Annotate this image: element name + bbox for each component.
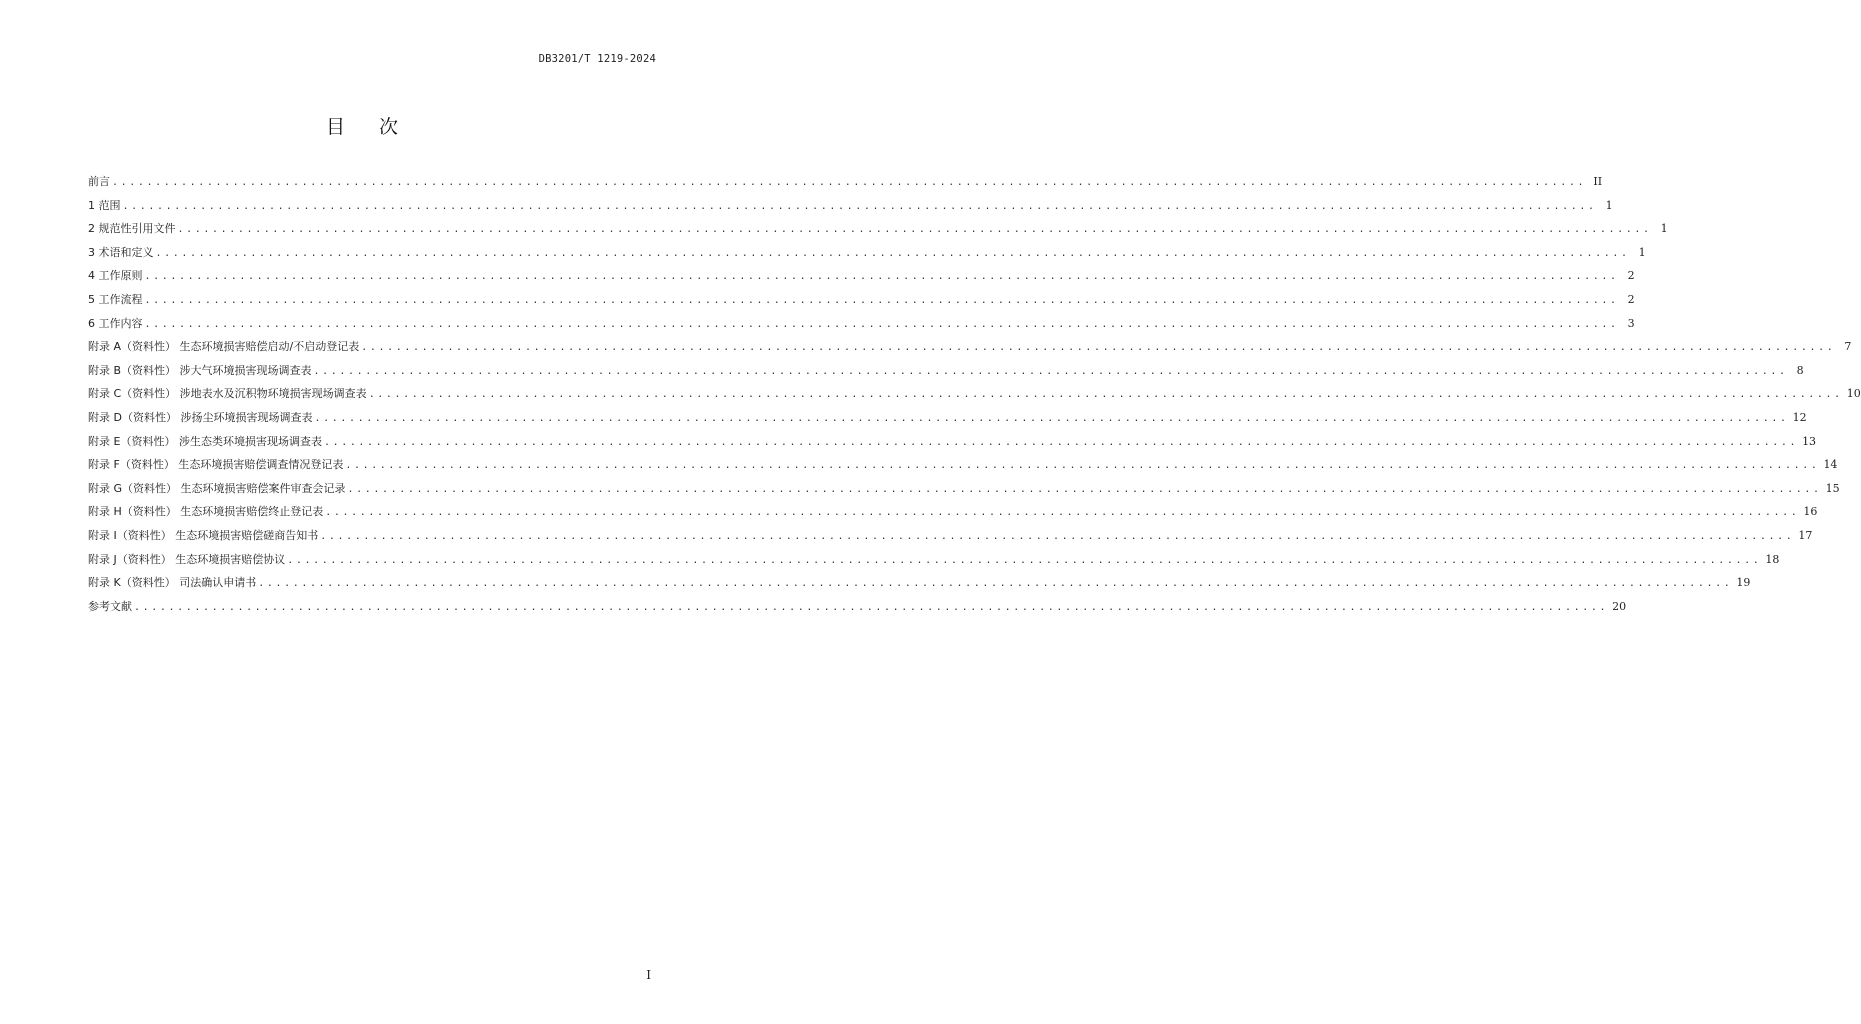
toc-leader-dots: ...........................................................................................................................................................................: [134, 601, 1609, 613]
toc-entry-page: 10: [1846, 387, 1861, 401]
toc-entry-normative-references[interactable]: [88, 217, 1668, 241]
toc-entry-page: 3: [1627, 316, 1635, 330]
toc-leader-dots: ...........................................................................................................................................................................: [368, 389, 1843, 401]
toc-leader-dots: ...........................................................................................................................................................................: [144, 294, 1619, 306]
toc-entry-appendix-b[interactable]: [88, 359, 1804, 383]
toc-entry-label: 参考文献: [88, 599, 132, 613]
toc-title: 目次: [325, 116, 432, 138]
toc-leader-dots: ...........................................................................................................................................................................: [122, 200, 1597, 212]
toc-entry-label: 附录 B（资料性） 涉大气环境损害现场调查表: [88, 363, 312, 377]
toc-entry-label: 4 工作原则: [88, 269, 143, 283]
toc-entry-appendix-a[interactable]: [88, 335, 1852, 359]
toc-entry-label: 附录 J（资料性） 生态环境损害赔偿协议: [88, 552, 286, 566]
toc-entry-label: 前言: [88, 175, 110, 188]
toc-entry-work-process[interactable]: [88, 288, 1635, 312]
toc-leader-dots: ...........................................................................................................................................................................: [320, 530, 1795, 542]
toc-entry-work-principles[interactable]: [88, 264, 1635, 288]
toc-entry-appendix-g[interactable]: [88, 477, 1840, 501]
toc-leader-dots: ...........................................................................................................................................................................: [313, 365, 1788, 377]
toc-entry-scope[interactable]: [88, 194, 1613, 218]
toc-leader-dots: ...........................................................................................................................................................................: [112, 177, 1587, 188]
toc-leader-dots: ...........................................................................................................................................................................: [287, 554, 1762, 566]
toc-entry-page: 12: [1792, 410, 1807, 424]
toc-leader-dots: ...........................................................................................................................................................................: [155, 247, 1630, 259]
toc-entry-appendix-k[interactable]: [88, 571, 1751, 595]
toc-entry-label: 附录 A（资料性） 生态环境损害赔偿启动/不启动登记表: [88, 340, 360, 354]
toc-entry-label: 1 范围: [88, 198, 121, 212]
toc-entry-label: 附录 H（资料性） 生态环境损害赔偿终止登记表: [88, 505, 324, 519]
toc-leader-dots: ...........................................................................................................................................................................: [314, 412, 1789, 424]
toc-leader-dots: ...........................................................................................................................................................................: [323, 436, 1799, 448]
toc-entry-label: 5 工作流程: [88, 292, 143, 306]
toc-entry-page: 18: [1765, 552, 1780, 566]
toc-entry-bibliography[interactable]: [88, 595, 1627, 619]
toc-entry-label: 2 规范性引用文件: [88, 222, 176, 236]
toc-leader-dots: ...........................................................................................................................................................................: [347, 483, 1822, 495]
toc-entry-terms-definitions[interactable]: [88, 241, 1646, 265]
toc-entry-label: 附录 G（资料性） 生态环境损害赔偿案件审查会记录: [88, 481, 346, 495]
toc-entry-work-content[interactable]: [88, 312, 1635, 336]
toc-entry-appendix-h[interactable]: [88, 500, 1818, 524]
toc-leader-dots: ...........................................................................................................................................................................: [345, 460, 1820, 472]
toc-entry-page: 1: [1638, 245, 1646, 259]
toc-entry-label: 附录 K（资料性） 司法确认申请书: [88, 576, 257, 590]
toc-entry-preface[interactable]: [88, 170, 1603, 194]
document-code: DB3201/T 1219-2024: [538, 53, 656, 65]
toc-entry-page: 1: [1660, 222, 1668, 236]
toc-leader-dots: ...........................................................................................................................................................................: [361, 342, 1836, 354]
toc-leader-dots: ...........................................................................................................................................................................: [258, 578, 1733, 590]
toc-entry-page: 1: [1605, 198, 1613, 212]
toc-entry-page: II: [1593, 175, 1603, 188]
toc-entry-page: 7: [1844, 340, 1852, 354]
page-number: I: [646, 968, 651, 982]
toc-entry-page: 13: [1802, 434, 1817, 448]
toc-entry-label: 3 术语和定义: [88, 245, 154, 259]
toc-entry-appendix-i[interactable]: [88, 524, 1813, 548]
toc-entry-label: 附录 F（资料性） 生态环境损害赔偿调查情况登记表: [88, 458, 344, 472]
toc-leader-dots: ...........................................................................................................................................................................: [144, 318, 1619, 330]
toc-entry-page: 2: [1627, 292, 1635, 306]
toc-entry-page: 19: [1736, 576, 1751, 590]
toc-entry-label: 附录 E（资料性） 涉生态类环境损害现场调查表: [88, 434, 322, 448]
toc-entry-label: 附录 C（资料性） 涉地表水及沉积物环境损害现场调查表: [88, 387, 367, 401]
toc-entry-page: 14: [1823, 458, 1838, 472]
toc-leader-dots: ...........................................................................................................................................................................: [177, 224, 1652, 236]
toc-entry-appendix-f[interactable]: [88, 453, 1838, 477]
toc-entry-page: 20: [1612, 599, 1627, 613]
table-of-contents: [88, 170, 1861, 618]
toc-entry-page: 16: [1803, 505, 1818, 519]
toc-entry-appendix-c[interactable]: [88, 382, 1861, 406]
toc-leader-dots: ...........................................................................................................................................................................: [144, 271, 1619, 283]
toc-leader-dots: ...........................................................................................................................................................................: [325, 507, 1800, 519]
toc-entry-label: 附录 I（资料性） 生态环境损害赔偿磋商告知书: [88, 528, 319, 542]
toc-entry-page: 8: [1796, 363, 1804, 377]
toc-entry-page: 17: [1798, 528, 1813, 542]
toc-entry-page: 2: [1627, 269, 1635, 283]
toc-entry-page: 15: [1825, 481, 1840, 495]
toc-entry-appendix-d[interactable]: [88, 406, 1807, 430]
toc-entry-label: 6 工作内容: [88, 316, 143, 330]
toc-entry-label: 附录 D（资料性） 涉扬尘环境损害现场调查表: [88, 410, 313, 424]
toc-entry-appendix-e[interactable]: [88, 430, 1817, 454]
toc-entry-appendix-j[interactable]: [88, 548, 1780, 572]
